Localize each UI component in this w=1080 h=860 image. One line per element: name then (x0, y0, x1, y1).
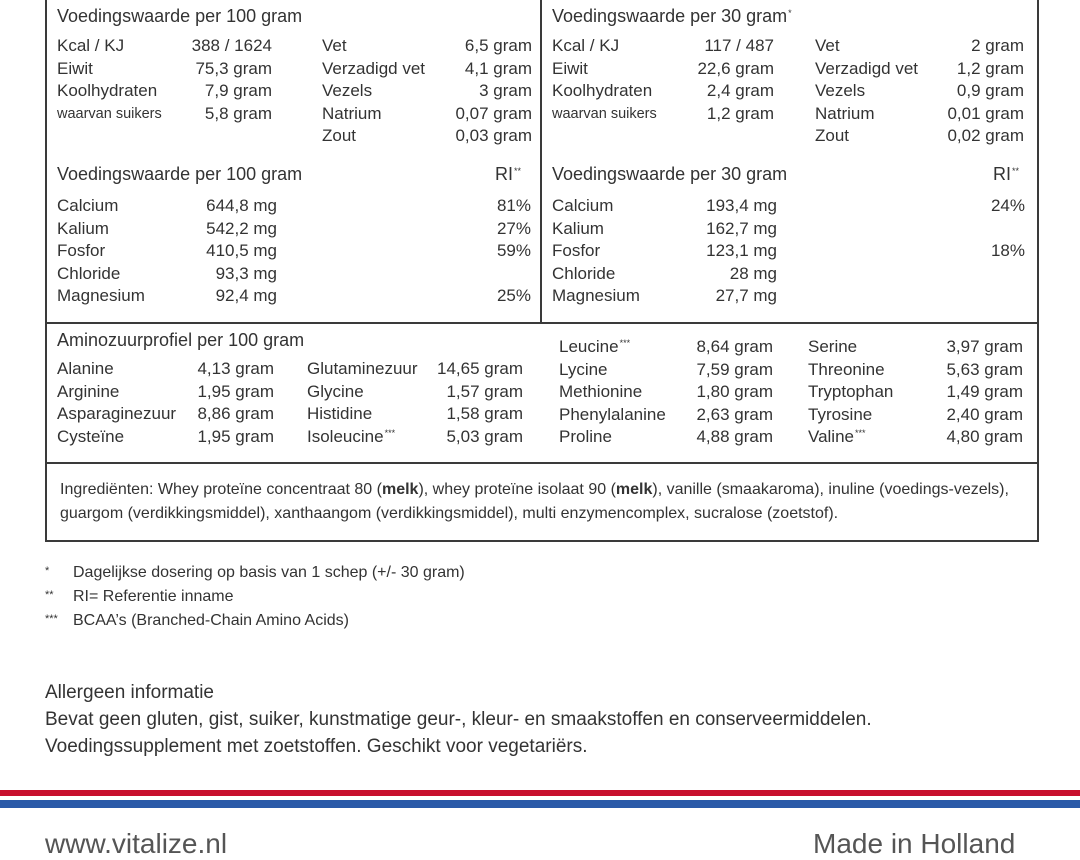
ingredients-part-1: Ingrediënten: Whey proteïne concentraat 80 ( (60, 481, 382, 498)
ingredients-part-3: ), vanille (smaakaroma), inuline (voedings-vezels), guargom (verdikkingsmiddel), xanthaangom (verdikkingsmiddel), multi enzymencomplex, sucralose (zoetstof). (60, 481, 1009, 522)
nutrient-30-label: Verzadigd vet (815, 58, 919, 78)
footnote-1 (45, 564, 465, 582)
mineral-100-value: 92,4 mg (215, 286, 277, 305)
amino-acid-label: Tryptophan (808, 382, 894, 401)
nutrient-30-label: Kcal / KJ (552, 36, 620, 55)
minerals-100-ri-text: RI (495, 164, 513, 184)
mineral-100-label: Fosfor (57, 241, 106, 260)
amino-acid-value: 7,59 gram (696, 359, 773, 379)
nutrient-100-label: Zout (322, 126, 357, 145)
nutrient-30-label: Eiwit (552, 58, 588, 78)
amino-acid-label: Arginine (57, 381, 120, 401)
mineral-100-label: Magnesium (57, 286, 145, 305)
amino-acid-value: 4,80 gram (946, 427, 1023, 446)
amino-acid-label: Serine (808, 337, 858, 356)
flag-stripe-blue (0, 800, 1080, 808)
nutrient-100-label: Verzadigd vet (322, 58, 426, 78)
nutrient-100-value: 388 / 1624 (191, 36, 272, 55)
amino-acid-label-mark: *** (384, 427, 396, 438)
amino-acid-label: Alanine (57, 359, 114, 378)
amino-acid-label-mark: *** (619, 338, 631, 348)
amino-acid-label: Methionine (559, 382, 643, 401)
minerals-100-ri-mark: ** (514, 166, 522, 176)
mineral-30-value: 27,7 mg (715, 286, 777, 305)
footnote-3-mark: *** (45, 613, 58, 625)
amino-acid-value: 8,64 gram (696, 337, 773, 356)
nutrient-30-label: waarvan suikers (552, 105, 657, 122)
nutrient-30-label: Koolhydraten (552, 81, 653, 100)
amino-acid-label: Tyrosine (808, 404, 873, 424)
footnote-2 (45, 588, 234, 606)
made-in-holland: Made in Holland (813, 828, 1016, 859)
nutrient-30-value: 0,01 gram (947, 103, 1024, 123)
nutrient-100-label: Kcal / KJ (57, 36, 125, 55)
amino-acid-value: 1,49 gram (946, 382, 1023, 401)
minerals-30-ri-mark: ** (1012, 166, 1020, 176)
nutrient-30-value: 2 gram (971, 36, 1024, 55)
minerals-100-ri (495, 164, 521, 185)
nutrient-100-label: Eiwit (57, 58, 93, 78)
mineral-100-value: 93,3 mg (215, 263, 277, 283)
table-divider (540, 0, 542, 322)
website-url: www.vitalize.nl (45, 828, 228, 859)
mineral-100-ri: 81% (496, 196, 531, 215)
mineral-30-label: Magnesium (552, 286, 640, 305)
amino-acid-value: 3,97 gram (946, 337, 1023, 356)
mineral-100-ri: 59% (496, 241, 531, 260)
mineral-30-ri: 18% (990, 241, 1025, 260)
amino-acid-value: 5,03 gram (446, 426, 523, 446)
mineral-100-value: 644,8 mg (206, 196, 277, 215)
amino-acid-value: 1,57 gram (446, 381, 523, 401)
amino-acid-value: 1,58 gram (446, 404, 523, 423)
amino-acid-value: 5,63 gram (946, 359, 1023, 379)
amino-acid-label: Cysteïne (57, 426, 125, 446)
amino-acid-label: Threonine (808, 359, 885, 379)
ingredients-part-2: ), whey proteïne isolaat 90 ( (418, 481, 616, 498)
nutrient-100-value: 5,8 gram (204, 103, 272, 123)
amino-acid-value: 1,80 gram (696, 382, 773, 401)
minerals-30-title: Voedingswaarde per 30 gram (552, 164, 788, 184)
nutrient-100-value: 6,5 gram (464, 36, 532, 55)
ingredients-allergen-2: melk (615, 481, 653, 498)
minerals-100-title: Voedingswaarde per 100 gram (57, 164, 303, 184)
nutrient-30-value: 0,9 gram (956, 81, 1024, 100)
amino-acid-value: 2,63 gram (696, 404, 773, 424)
nutrient-100-value: 75,3 gram (195, 58, 272, 78)
amino-acid-label: Histidine (307, 404, 373, 423)
nutrient-30-label: Vet (815, 36, 840, 55)
nutrient-30-value: 0,02 gram (947, 126, 1024, 145)
mineral-100-label: Calcium (57, 196, 119, 215)
footnote-2-mark: ** (45, 589, 54, 601)
nutrient-30-label: Zout (815, 126, 850, 145)
amino-acid-value: 4,88 gram (696, 427, 773, 446)
mineral-100-ri: 25% (496, 286, 531, 305)
footnote-2-text: RI= Referentie inname (73, 588, 234, 605)
mineral-100-value: 542,2 mg (206, 218, 277, 238)
mineral-30-label: Kalium (552, 218, 604, 238)
mineral-30-label: Calcium (552, 196, 614, 215)
nutrient-100-value: 0,07 gram (455, 103, 532, 123)
nutrient-100-label: Vet (322, 36, 347, 55)
mineral-30-value: 123,1 mg (706, 241, 777, 260)
amino-acid-value: 4,13 gram (197, 359, 274, 378)
allergen-line-2: Voedingssupplement met zoetstoffen. Geschikt voor vegetariërs. (45, 736, 588, 757)
nutrient-30-value: 22,6 gram (697, 58, 774, 78)
footnote-1-text: Dagelijkse dosering op basis van 1 schep (+/- 30 gram) (73, 564, 465, 581)
amino-acid-label: Lycine (559, 359, 608, 379)
nutrient-30-value: 1,2 gram (956, 58, 1024, 78)
ingredients-allergen-1: melk (381, 481, 419, 498)
nutrient-100-value: 7,9 gram (204, 81, 272, 100)
mineral-30-label: Chloride (552, 263, 616, 283)
panel-30-title-text: Voedingswaarde per 30 gram (552, 6, 788, 26)
footnote-1-mark: * (45, 565, 50, 577)
amino-acid-label: Proline (559, 427, 612, 446)
amino-acid-label: Phenylalanine (559, 404, 666, 424)
nutrient-30-value: 1,2 gram (706, 103, 774, 123)
allergen-title: Allergeen informatie (45, 682, 214, 703)
mineral-100-ri: 27% (496, 218, 531, 238)
mineral-100-value: 410,5 mg (206, 241, 277, 260)
amino-acid-label: Glycine (307, 381, 364, 401)
nutrient-100-label: Vezels (322, 81, 373, 100)
ingredients-text (60, 478, 1030, 526)
nutrient-30-label: Natrium (815, 103, 875, 123)
footnote-3 (45, 612, 349, 630)
amino-acid-value: 1,95 gram (197, 426, 274, 446)
mineral-30-ri: 24% (990, 196, 1025, 215)
panel-30-title-mark: * (788, 8, 792, 18)
panel-100-title: Voedingswaarde per 100 gram (57, 6, 303, 26)
amino-acid-label-mark: *** (855, 428, 866, 438)
amino-acid-value: 1,95 gram (197, 381, 274, 401)
nutrient-100-value: 3 gram (479, 81, 532, 100)
amino-acid-value: 8,86 gram (197, 404, 274, 423)
nutrient-100-value: 0,03 gram (455, 126, 532, 145)
mineral-30-label: Fosfor (552, 241, 601, 260)
nutrient-30-value: 2,4 gram (706, 81, 774, 100)
nutrient-100-label: waarvan suikers (57, 105, 162, 122)
mineral-100-label: Chloride (57, 263, 121, 283)
mineral-30-value: 28 mg (729, 263, 777, 283)
amino-acid-value: 14,65 gram (437, 359, 523, 378)
amino-acid-label: Isoleucine*** (307, 426, 396, 446)
mineral-30-value: 162,7 mg (706, 218, 777, 238)
nutrient-30-label: Vezels (815, 81, 866, 100)
amino-acid-label: Glutaminezuur (307, 359, 418, 378)
nutrient-100-value: 4,1 gram (464, 58, 532, 78)
nutrient-30-value: 117 / 487 (704, 36, 774, 55)
amino-title: Aminozuurprofiel per 100 gram (57, 330, 305, 350)
minerals-30-ri-text: RI (993, 164, 1011, 184)
nutrient-100-label: Koolhydraten (57, 81, 158, 100)
amino-acid-label: Asparaginezuur (57, 404, 177, 423)
amino-acid-label: Leucine*** (559, 337, 631, 356)
mineral-100-label: Kalium (57, 218, 109, 238)
amino-acid-label: Valine*** (808, 427, 866, 446)
mineral-30-value: 193,4 mg (706, 196, 777, 215)
allergen-line-1: Bevat geen gluten, gist, suiker, kunstmatige geur-, kleur- en smaakstoffen en conserveermiddelen. (45, 709, 872, 730)
panel-30-title (552, 6, 792, 27)
amino-acid-value: 2,40 gram (946, 404, 1023, 424)
nutrient-100-label: Natrium (322, 103, 382, 123)
minerals-30-ri (993, 164, 1019, 185)
footnote-3-text: BCAA’s (Branched-Chain Amino Acids) (73, 612, 349, 629)
